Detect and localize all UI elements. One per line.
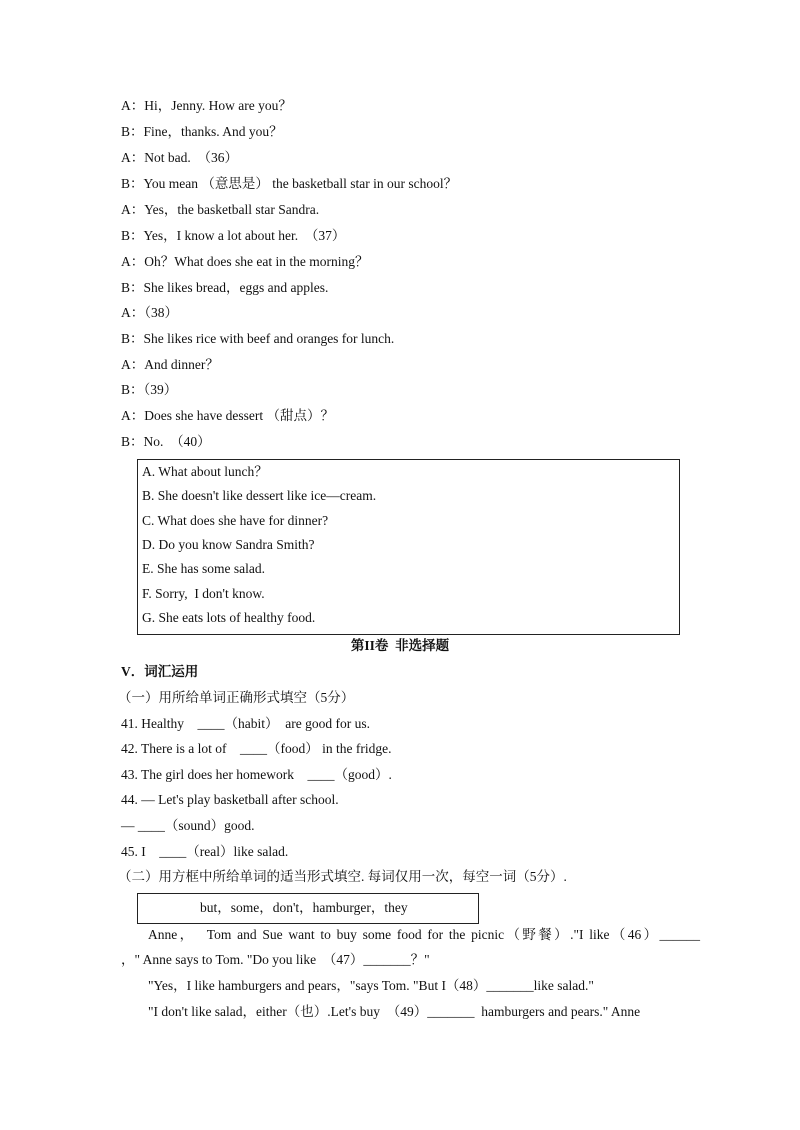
item-44-reply: — ____（sound）good. bbox=[121, 818, 255, 833]
passage-line-3: "Yes，I like hamburgers and pears，"says Tom. "But I（48）_______like salad." bbox=[148, 978, 594, 993]
dialogue-line-3: A：Not bad. （36） bbox=[121, 150, 238, 165]
item-45: 45. I ____（real）like salad. bbox=[121, 844, 289, 859]
options-box bbox=[137, 459, 680, 635]
option-f: F. Sorry, I don't know. bbox=[142, 586, 265, 601]
option-d: D. Do you know Sandra Smith? bbox=[142, 537, 315, 552]
option-e: E. She has some salad. bbox=[142, 561, 265, 576]
item-44: 44. — Let's play basketball after school. bbox=[121, 792, 339, 807]
dialogue-line-1: A：Hi，Jenny. How are you？ bbox=[121, 98, 292, 113]
dialogue-line-12: B：（39） bbox=[121, 382, 178, 397]
item-41: 41. Healthy ____（habit） are good for us. bbox=[121, 716, 370, 731]
option-g: G. She eats lots of healthy food. bbox=[142, 610, 316, 625]
passage-line-2: ，" Anne says to Tom. "Do you like （47）_______？" bbox=[121, 952, 430, 967]
option-a: A. What about lunch？ bbox=[142, 464, 268, 479]
option-c: C. What does she have for dinner? bbox=[142, 513, 329, 528]
option-b: B. She doesn't like dessert like ice—cream. bbox=[142, 488, 377, 503]
word-box bbox=[137, 893, 479, 924]
part-v-sub1: （一）用所给单词正确形式填空（5分） bbox=[118, 690, 355, 705]
dialogue-line-6: B：Yes，I know a lot about her. （37） bbox=[121, 228, 346, 243]
item-42: 42. There is a lot of ____（food） in the fridge. bbox=[121, 741, 392, 756]
dialogue-line-11: A：And dinner？ bbox=[121, 357, 219, 372]
word-box-words: but，some，don't，hamburger，they bbox=[200, 900, 408, 915]
dialogue-line-5: A：Yes，the basketball star Sandra. bbox=[121, 202, 320, 217]
passage-line-4: "I don't like salad，either（也）.Let's buy （49）_______ hamburgers and pears." Anne bbox=[148, 1004, 641, 1019]
dialogue-line-14: B：No. （40） bbox=[121, 434, 211, 449]
dialogue-line-9: A：（38） bbox=[121, 305, 178, 320]
dialogue-line-13: A：Does she have dessert （甜点）？ bbox=[121, 408, 334, 423]
item-43: 43. The girl does her homework ____（good）. bbox=[121, 767, 392, 782]
dialogue-line-4: B：You mean （意思是） the basketball star in our school？ bbox=[121, 176, 458, 191]
part-v-heading: V．词汇运用 bbox=[121, 664, 199, 679]
section-title: 第II卷 非选择题 bbox=[350, 638, 450, 653]
dialogue-line-8: B：She likes bread，eggs and apples. bbox=[121, 280, 329, 295]
dialogue-line-2: B：Fine，thanks. And you？ bbox=[121, 124, 283, 139]
dialogue-line-10: B：She likes rice with beef and oranges for lunch. bbox=[121, 331, 395, 346]
part-v-sub2: （二）用方框中所给单词的适当形式填空. 每词仅用一次，每空一词（5分）. bbox=[118, 869, 567, 884]
passage-line-1: Anne， Tom and Sue want to buy some food for the picnic（野餐）."I like（46）______ bbox=[148, 927, 700, 942]
dialogue-line-7: A：Oh？What does she eat in the morning？ bbox=[121, 254, 369, 269]
